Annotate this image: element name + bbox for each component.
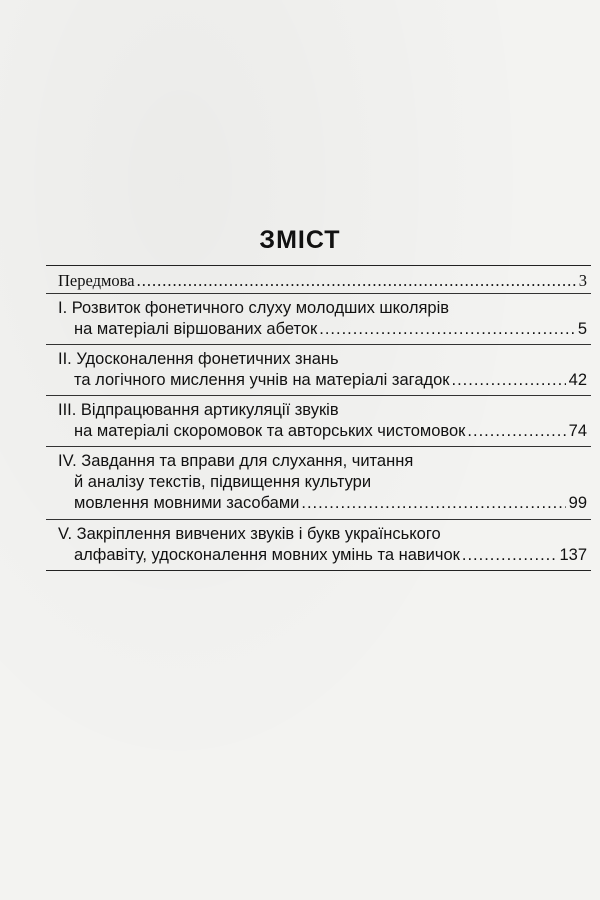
toc-entry-title: ІІ. Удосконалення фонетичних знань — [58, 350, 339, 368]
toc-page-number: 5 — [577, 320, 587, 338]
toc-entry-line — [58, 545, 591, 566]
toc-leader-dots — [462, 545, 557, 566]
toc-entry-title-cont: мовлення мовними засобами — [74, 494, 300, 512]
toc-entry-title-cont: на матеріалі скоромовок та авторських чистомовок — [74, 422, 466, 440]
toc-entry-title-cont: й аналізу текстів, підвищення культури — [74, 473, 372, 491]
toc-entry-title-cont: та логічного мислення учнів на матеріалі загадок — [74, 371, 450, 389]
toc-entry-chapter-1[interactable] — [46, 294, 591, 345]
toc-page-number: 137 — [559, 546, 587, 564]
toc-page-number: 42 — [568, 371, 587, 389]
toc-leader-dots — [301, 493, 565, 514]
table-of-contents — [46, 265, 591, 571]
toc-entry-title: V. Закріплення вивчених звуків і букв українського — [58, 525, 441, 543]
toc-leader-dots — [137, 270, 576, 291]
toc-leader-dots — [319, 319, 575, 340]
toc-entry-chapter-2[interactable] — [46, 345, 591, 396]
toc-leader-dots — [452, 370, 566, 391]
toc-entry-line — [58, 270, 591, 291]
toc-page-number: 74 — [568, 422, 587, 440]
toc-leader-dots — [467, 421, 565, 442]
toc-entry-title: Передмова — [58, 271, 135, 290]
toc-entry-line — [58, 319, 591, 340]
toc-entry-chapter-4[interactable] — [46, 447, 591, 520]
toc-entry-line — [58, 421, 591, 442]
page-title: ЗМІСТ — [259, 226, 341, 254]
toc-page-number: 3 — [578, 271, 587, 290]
toc-entry-preface[interactable] — [46, 266, 591, 294]
toc-entry-title: І. Розвиток фонетичного слуху молодших школярів — [58, 299, 450, 317]
toc-entry-title-cont: алфавіту, удосконалення мовних умінь та навичок — [74, 546, 460, 564]
toc-page-number: 99 — [568, 494, 587, 512]
toc-entry-chapter-3[interactable] — [46, 396, 591, 447]
toc-entry-line — [58, 493, 591, 514]
toc-entry-title-cont: на матеріалі віршованих абеток — [74, 320, 318, 338]
toc-entry-title: IV. Завдання та вправи для слухання, читання — [58, 452, 414, 470]
toc-entry-chapter-5[interactable] — [46, 520, 591, 570]
toc-entry-title: ІІІ. Відпрацювання артикуляції звуків — [58, 401, 339, 419]
toc-entry-line — [58, 370, 591, 391]
